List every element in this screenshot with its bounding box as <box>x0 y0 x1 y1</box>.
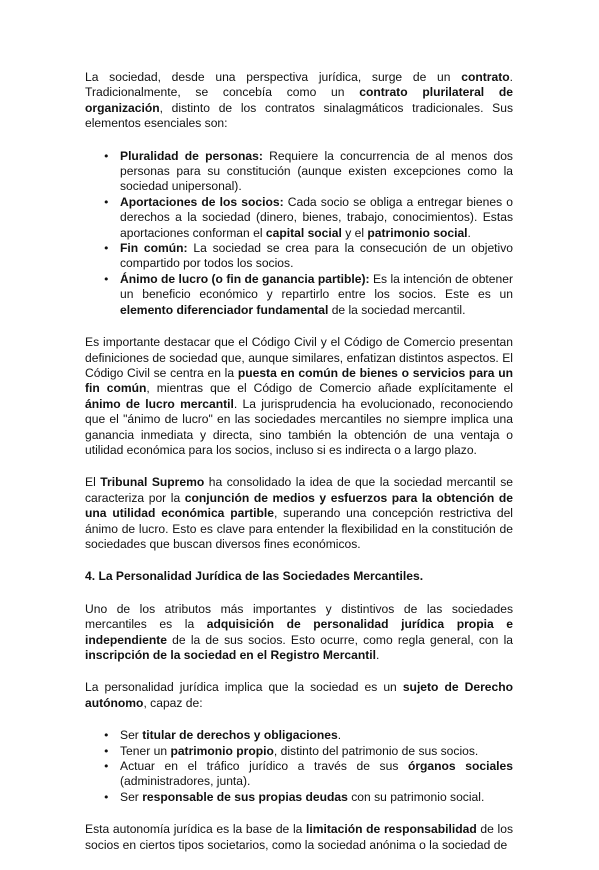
bold-text-run: contrato <box>461 70 510 84</box>
text-run: Es importante destacar que el Código Civil y el Código de Comercio presentan definiciones de sociedad que, aunque similares, enfatizan distintos aspectos. El Código Civil se centra en la <box>85 335 513 380</box>
bold-text-run: conjunción de medios y esfuerzos para la obtención de una utilidad económica partible <box>85 490 513 521</box>
text-run: . La jurisprudencia ha evolucionado, reconociendo que el "ánimo de lucro" en las sociedades mercantiles no siempre implica una ganancia inmediata y directa, sino también la obtención de una ventaja o utilidad económica para los socios, incluso si es indirecta o a largo plazo. <box>85 396 514 457</box>
bold-text-run: 4. La Personalidad Jurídica de las Sociedades Mercantiles. <box>85 569 424 584</box>
bold-text-run: elemento diferenciador fundamental <box>120 302 329 317</box>
bold-text-run: Ánimo de lucro (o fin de ganancia partible): <box>120 271 370 286</box>
text-run: ha consolidado la idea de que la sociedad mercantil se caracteriza por la <box>85 475 513 505</box>
bold-text-run: puesta en común de bienes o servicios para un fin común <box>85 365 513 396</box>
text-run: , distinto de los contratos sinalagmáticos tradicionales. Sus elementos esenciales son: <box>85 100 513 131</box>
bullet-list <box>85 149 513 318</box>
bold-text-run: Pluralidad de personas: <box>120 148 263 163</box>
text-run: Tener un <box>120 743 171 758</box>
text-run: Cada socio se obliga a entregar bienes o derechos a la sociedad (dinero, bienes, trabajo, conocimientos). Estas aportaciones conforman el <box>120 194 513 240</box>
text-run: La personalidad jurídica implica que la sociedad es un <box>85 680 403 695</box>
list-item <box>120 744 513 759</box>
text-run: , capaz de: <box>143 695 203 710</box>
bold-text-run: Fin común: <box>120 241 188 256</box>
text-run: La sociedad, desde una perspectiva jurídica, surge de un <box>85 70 462 84</box>
text-run: . <box>376 648 380 662</box>
list-item <box>120 728 513 743</box>
bold-text-run: titular de derechos y obligaciones <box>142 728 338 743</box>
text-run: Requiere la concurrencia de al menos dos personas para su constitución (aunque existen excepciones como la sociedad unipersonal). <box>120 148 513 194</box>
text-run: Actuar en el tráfico jurídico a través de sus <box>120 759 408 774</box>
text-run: Uno de los atributos más importantes y distintivos de las sociedades mercantiles es la <box>85 601 513 632</box>
bold-text-run: contrato plurilateral de organización <box>85 85 514 115</box>
text-run: Esta autonomía jurídica es la base de la <box>85 822 307 837</box>
bold-text-run: órganos sociales <box>407 759 513 774</box>
document-content <box>85 70 513 870</box>
text-run: . <box>467 225 471 240</box>
paragraph <box>85 70 513 132</box>
list-item <box>120 272 513 318</box>
bold-text-run: responsable de sus propias deudas <box>142 789 348 804</box>
text-run: Ser <box>120 789 143 804</box>
text-run: y el <box>341 225 368 240</box>
list-item <box>120 241 513 272</box>
paragraph <box>85 680 513 711</box>
text-run: , distinto del patrimonio de sus socios. <box>273 743 479 758</box>
list-item <box>120 759 513 790</box>
text-run: (administradores, junta). <box>120 774 251 789</box>
bold-text-run: limitación de responsabilidad <box>306 822 477 837</box>
text-run: El <box>85 475 101 490</box>
paragraph <box>85 335 513 458</box>
list-item <box>120 195 513 241</box>
text-run: La sociedad se crea para la consecución de un objetivo compartido por todos los socios. <box>120 241 513 271</box>
text-run: , mientras que el Código de Comercio añade explícitamente el <box>146 381 513 396</box>
bold-text-run: patrimonio propio <box>170 743 274 758</box>
text-run: Es la intención de obtener un beneficio económico y repartirlo entre los socios. Este es un <box>120 271 513 302</box>
text-run: Ser <box>120 728 143 743</box>
bold-text-run: inscripción de la sociedad en el Registro Mercantil <box>85 648 377 662</box>
bold-text-run: capital social <box>265 225 342 240</box>
list-item <box>120 149 513 195</box>
text-run: . <box>337 728 342 743</box>
text-run: con su patrimonio social. <box>347 789 485 804</box>
bold-text-run: sujeto de Derecho autónomo <box>85 680 514 710</box>
text-run: . Tradicionalmente, se concebía como un <box>85 70 513 100</box>
text-run: de la de sus socios. Esto ocurre, como regla general, con la <box>166 632 513 647</box>
bold-text-run: patrimonio social <box>367 225 468 240</box>
bold-text-run: ánimo de lucro mercantil <box>85 396 234 411</box>
text-run: de la sociedad mercantil. <box>328 302 466 317</box>
paragraph <box>85 475 513 552</box>
paragraph <box>85 602 513 664</box>
list-item <box>120 790 513 805</box>
section-heading <box>85 569 513 584</box>
text-run: , superando una concepción restrictiva del ánimo de lucro. Esto es clave para entender la flexibilidad en la constitución de sociedades que buscan diversos fines económicos. <box>85 506 513 551</box>
bold-text-run: adquisición de personalidad jurídica propia e independiente <box>85 617 513 647</box>
bold-text-run: Aportaciones de los socios: <box>120 194 284 209</box>
paragraph <box>85 822 513 853</box>
text-run: de los socios en ciertos tipos societarios, como la sociedad anónima o la sociedad de <box>85 822 513 852</box>
bullet-list <box>85 728 513 805</box>
bold-text-run: Tribunal Supremo <box>100 475 205 490</box>
